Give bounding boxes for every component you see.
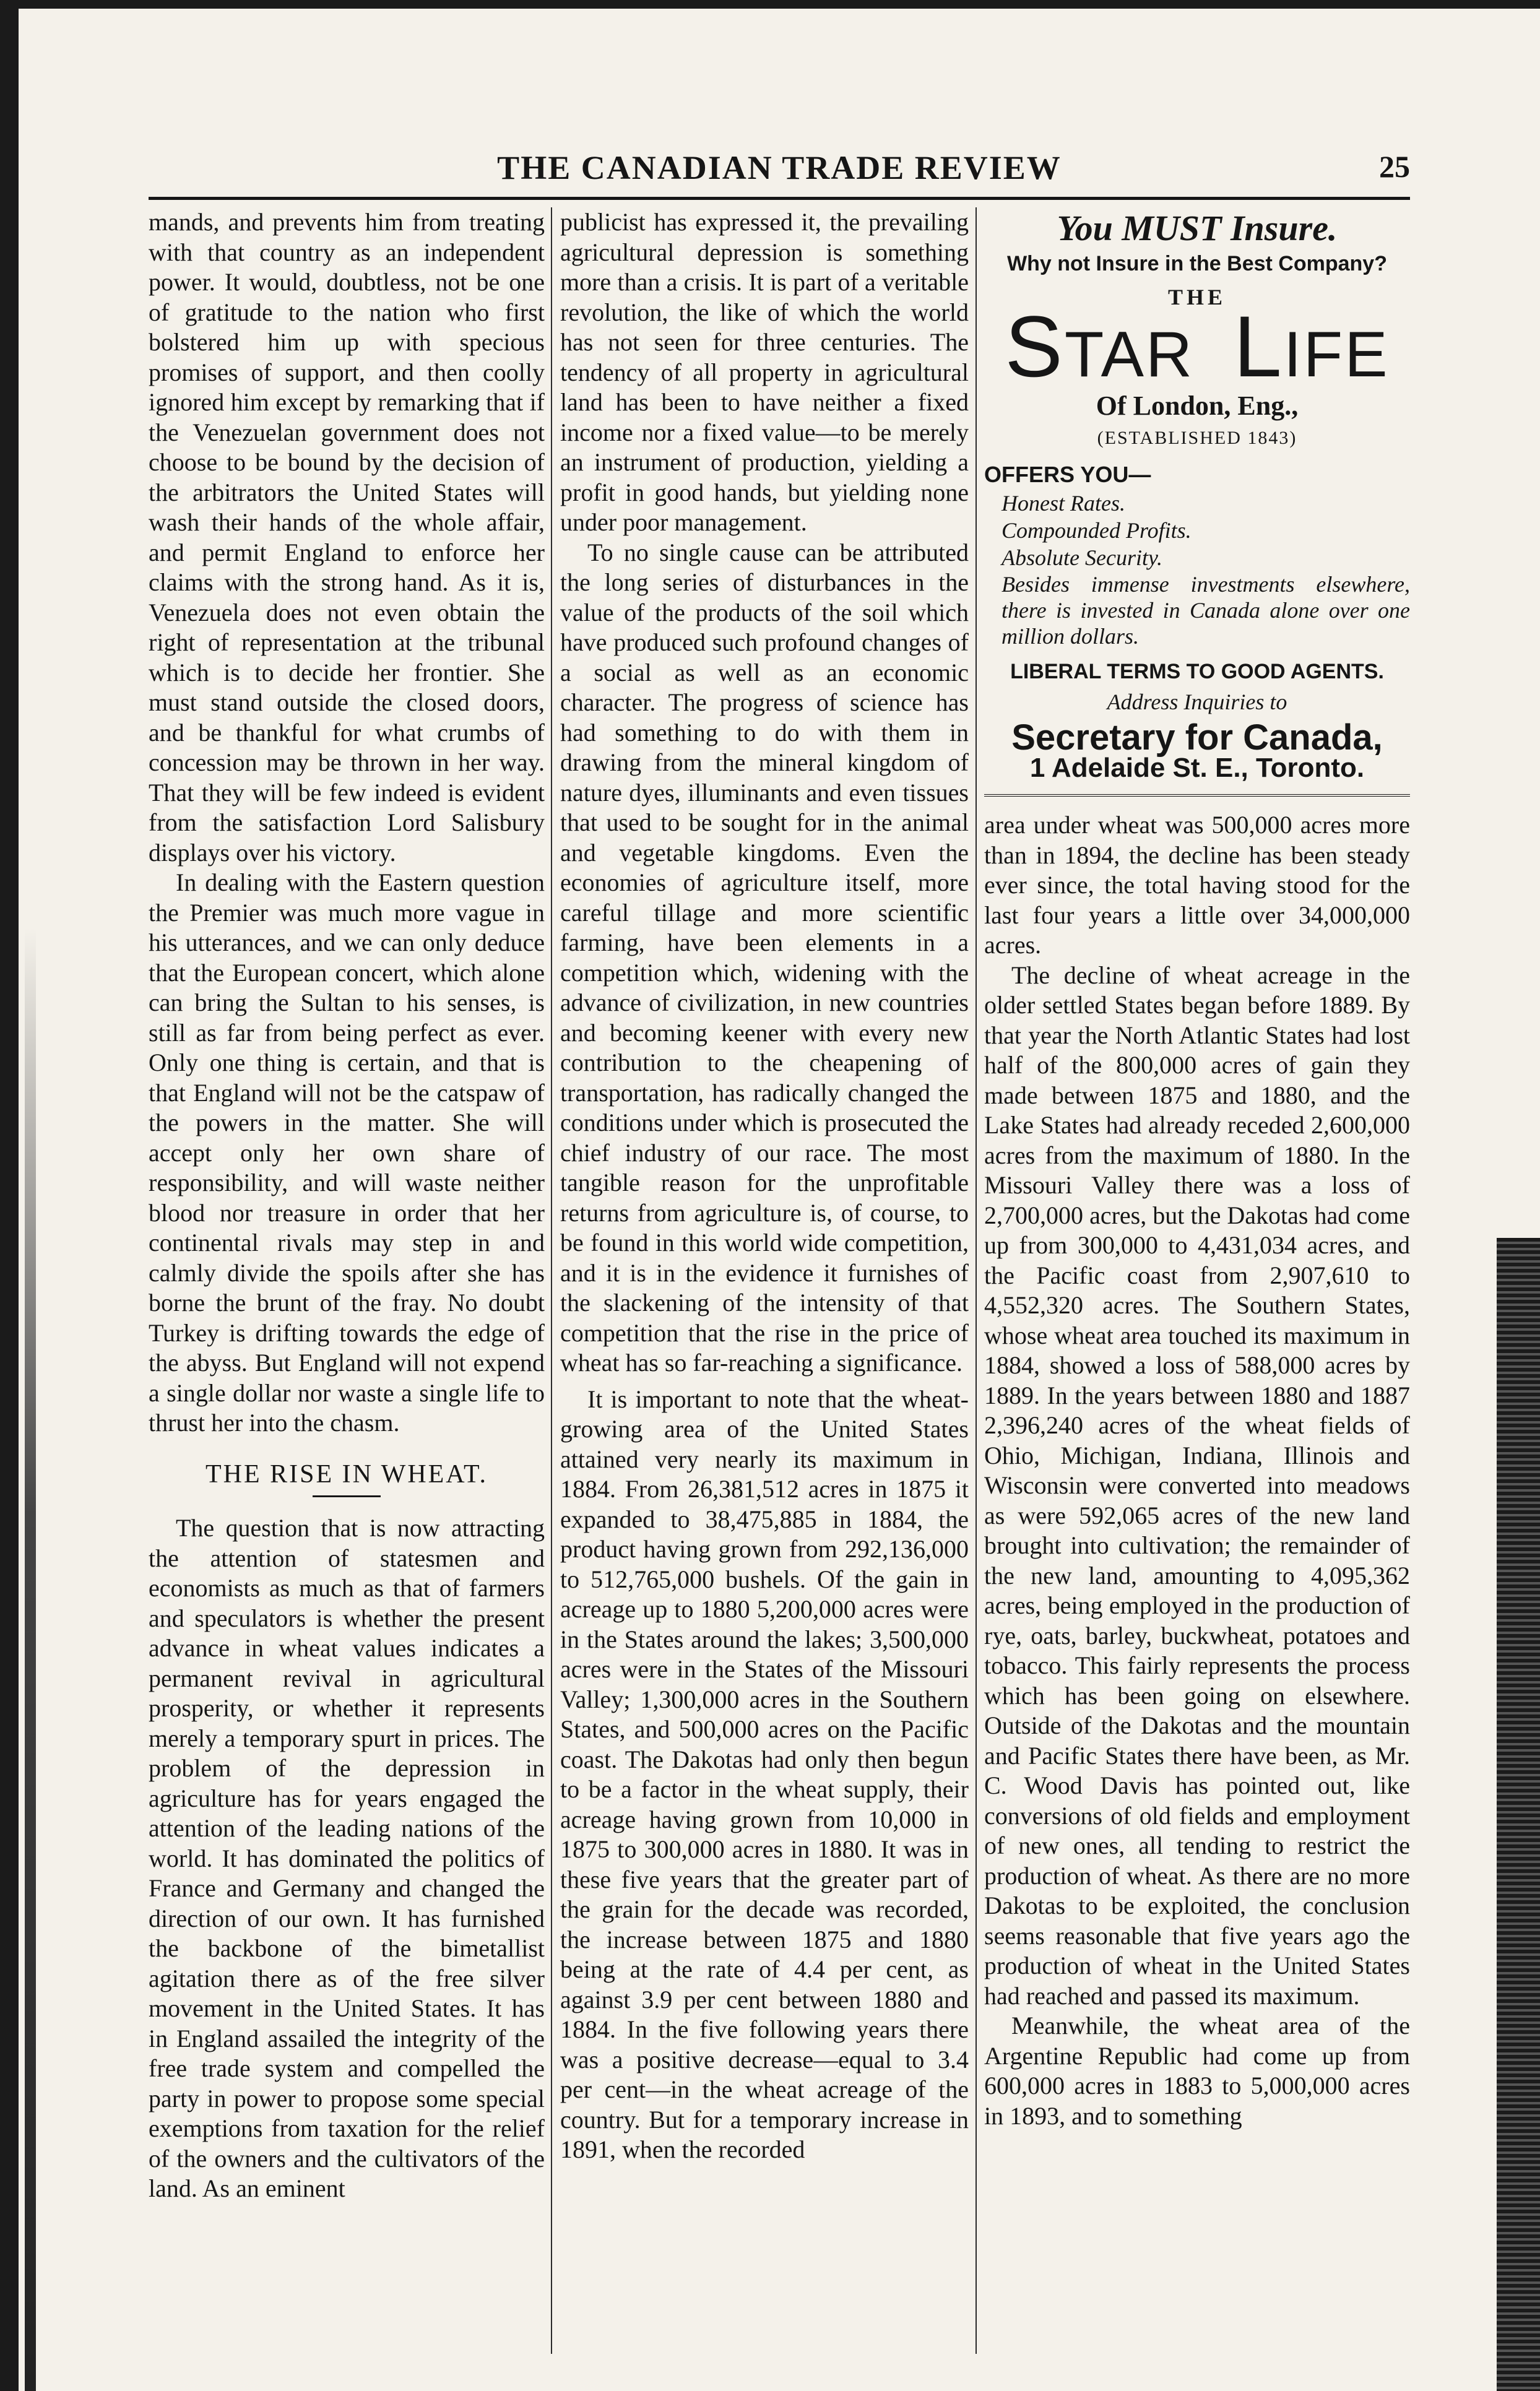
paragraph: It is important to note that the wheat-growing area of the United States attained very nearly its maximum in 1884. From 26,381,512 acres in 1875 it expanded to 38,475,885 in 1884, the product having grown from 292,136,000 to 512,765,000 bushels. Of the gain in acreage up to 1880 5,200,000 acres were in the States around the lakes; 3,500,000 acres were in the States of the Missouri Valley; 1,300,000 acres in the Southern States, and 500,000 acres on the Pacific coast. The Dakotas had only then begun to be a factor in the wheat supply, their acreage having grown from 10,000 in 1875 to 300,000 acres in 1880. It was in these five years that the greater part of the grain for the decade was recorded, the increase between 1875 and 1880 being at the rate of 4.4 per cent, as against 3.9 per cent between 1880 and 1884. In the five following years there was a positive decrease—equal to 3.4 per cent—in the wheat acreage of the country. But for a temporary increase in 1891, when the recorded	[560, 1385, 969, 2163]
ad-item: Compounded Profits.	[1001, 518, 1192, 543]
ad-question: Why not Insure in the Best Company?	[1007, 251, 1387, 275]
paragraph: publicist has expressed it, the prevailing agricultural depression is something more than a crisis. It is part of a veritable revolution, the like of which the world has not seen for three centuries. The tendency of all property in agricultural land has been to have neither a fixed income nor a fixed value—to be merely an instrument of production, yielding a profit in good hands, but yielding none under poor management.	[560, 208, 969, 536]
right-column	[984, 207, 1410, 2360]
ad-item: Absolute Security.	[1001, 545, 1162, 570]
ad-the: THE	[1167, 285, 1227, 309]
scan-binding-shadow	[25, 928, 36, 2391]
scan-edge-right	[1497, 1238, 1540, 2391]
ad-secretary: Secretary for Canada,	[1011, 717, 1383, 758]
ad-established: (ESTABLISHED 1843)	[1097, 428, 1297, 448]
masthead-title: THE CANADIAN TRADE REVIEW	[497, 149, 1062, 186]
ad-offers: OFFERS YOU—	[984, 461, 1151, 487]
column-divider	[551, 207, 552, 2354]
scan-edge-left	[0, 0, 19, 2391]
middle-column	[560, 207, 969, 2360]
paragraph: In dealing with the Eastern question the Premier was much more vague in his utterances, and we can only deduce that the European concert, which alone can bring the Sultan to his senses, is still as far from being perfect as ever. Only one thing is certain, and that is that England will not be the catspaw of the powers in the matter. She will accept only her own share of responsibility, and will waste neither blood nor treasure in order that her continental rivals may step in and calmly divide the spoils after she has borne the brunt of the fray. No doubt Turkey is drifting towards the edge of the abyss. But England will not expend a single dollar nor waste a single life to thrust her into the chasm.	[149, 868, 545, 1437]
paragraph: area under wheat was 500,000 acres more than in 1894, the decline has been steady ever since, the total having stood for the last four years a little over 34,000,000 acres.	[984, 811, 1410, 959]
insurance-advertisement	[984, 207, 1410, 797]
ad-address-line: Address Inquiries to	[1107, 689, 1287, 714]
ad-investment-note: Besides immense investments elsewhere, there is invested in Canada alone over one million dollars.	[1001, 572, 1410, 649]
paragraph: Meanwhile, the wheat area of the Argentine Republic had come up from 600,000 acres in 1883 to 5,000,000 acres in 1893, and to something	[984, 2012, 1410, 2130]
ad-company-name: STAR LIFE	[1005, 297, 1390, 395]
heading-rule	[313, 1495, 381, 1497]
paragraph: To no single cause can be attributed the long series of disturbances in the value of the products of the soil which have produced such profound changes of a social as well as an economic character. The progress of science has had something to do with them in drawing from the mineral kingdom of nature dyes, illuminants and even tissues that used to be sought for in the animal and vegetable kingdoms. Even the economies of agriculture itself, more careful tillage and more scientific farming, have been elements in a competition which, widening with the advance of civilization, in new countries and becoming keener with every new contribution to the cheapening of transportation, has radically changed the conditions under which is prosecuted the chief industry of our race. The most tangible reason for the unprofitable returns from agriculture is, of course, to be found in this world wide competition, and it is in the evidence it furnishes of the slackening of the intensity of that competition that the rise in the price of wheat has so far-reaching a significance.	[560, 538, 969, 1377]
ad-headline: You MUST Insure.	[1057, 208, 1338, 248]
paragraph: The decline of wheat acreage in the older settled States began before 1889. By that year the North Atlantic States had lost half of the 800,000 acres of gain they made between 1875 and 1880, and the Lake States had already receded 2,600,000 acres from the maximum of 1880. In the Missouri Valley there was a loss of 2,700,000 acres, but the Dakotas had come up from 300,000 to 4,431,034 acres, and the Pacific coast from 2,907,610 to 4,552,320 acres. The Southern States, whose wheat area touched its maximum in 1884, showed a loss of 588,000 acres by 1889. In the years between 1880 and 1887 2,396,240 acres of the wheat fields of Ohio, Michigan, Indiana, Illinois and Wisconsin were converted into meadows as were 592,065 acres of the new land brought into cultivation; the remainder of the new land, amounting to 4,095,362 acres, being employed in the production of rye, oats, barley, buckwheat, potatoes and tobacco. This fairly represents the process which has been going on elsewhere. Outside of the Dakotas and the mountain and Pacific States there have been, as Mr. C. Wood Davis has pointed out, like conversions of old fields and employment of new ones, all tending to restrict the production of wheat. As there are no more Dakotas to be exploited, the conclusion seems reasonable that five years ago the production of wheat in the United States had reached and passed its maximum.	[984, 961, 1410, 2010]
paragraph: The question that is now attracting the attention of statesmen and economists as much as that of farmers and speculators is whether the present advance in wheat values indicates a permanent revival in agricultural prosperity, or whether it represents merely a temporary spurt in prices. The problem of the depression in agriculture has for years engaged the attention of the leading nations of the world. It has dominated the politics of France and Germany and changed the direction of our own. It has furnished the backbone of the bimetallist agitation there as of the free silver movement in the United States. It has in England assailed the integrity of the free trade system and compelled the party in power to propose some special exemptions from taxation for the relief of the owners and the cultivators of the land. As an eminent	[149, 1514, 545, 2202]
paragraph: mands, and prevents him from treating with that country as an independent power. It would, doubtless, not be one of gratitude to the nation who first bolstered him up with specious promises of support, and then coolly ignored him except by remarking that if the Venezuelan government does not choose to be bound by the decision of the arbitrators the United States will wash their hands of the whole affair, and permit England to enforce her claims with the strong hand. As it is, Venezuela does not even obtain the right of representation at the tribunal which is to decide her frontier. She must stand outside the closed doors, and be thankful for what crumbs of concession may be thrown in her way. That they will be few indeed is evident from the satisfaction Lord Salisbury displays over his victory.	[149, 208, 545, 867]
section-heading: THE RISE IN WHEAT.	[205, 1459, 488, 1489]
ad-location: Of London, Eng.,	[1096, 390, 1299, 421]
header-rule	[149, 197, 1410, 200]
page-header	[149, 124, 1410, 198]
ad-terms: LIBERAL TERMS TO GOOD AGENTS.	[1010, 660, 1384, 683]
page-number: 25	[1379, 149, 1410, 184]
column-divider	[975, 207, 977, 2354]
scan-edge-top	[0, 0, 1540, 9]
ad-street: 1 Adelaide St. E., Toronto.	[1029, 752, 1365, 783]
left-column	[149, 207, 545, 2360]
ad-item: Honest Rates.	[1001, 491, 1125, 516]
